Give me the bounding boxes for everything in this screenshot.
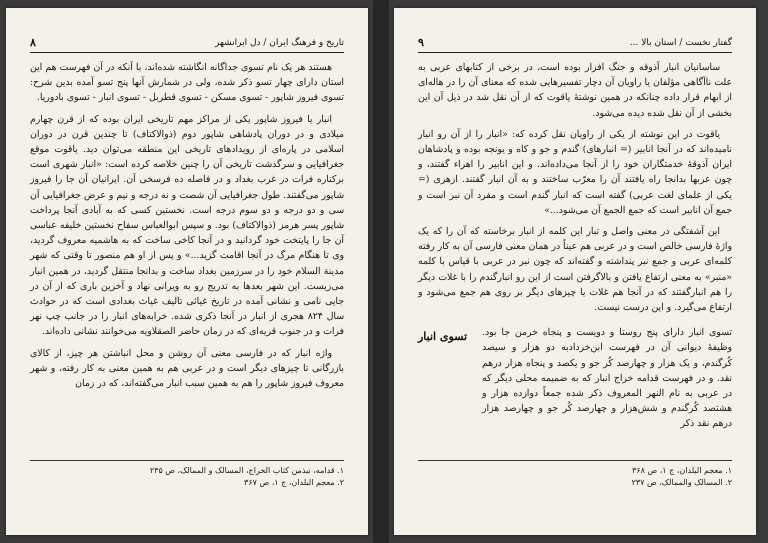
right-running-head xyxy=(418,36,732,53)
section-text: تسوی انبار دارای پنج روستا و دویست و پنجاه خرمن جا بود. وظیفهٔ دیوانی آن در فهرست ابن‌خردادبه دو هزار و سیصد کُرگندم، و یک هزار و چهارصد کُر جو و یکصد و پنجاه هزار درهم نقد. و در فهرست قدامه خراج انبار که به ضمیمه محلی دیگر که در عربی به نام النهر المعروف ذکر شده جمعاً دوازده هزار و هشتصد کُرگندم و شش‌هزار و چهارصد کُر جو و چهارصد هزار درهم نقد ذکر xyxy=(482,327,732,430)
right-footnotes xyxy=(418,460,732,489)
right-paragraph-2: یاقوت در این نوشته از یکی از راویان نقل کرده که: «انبار را از آن رو انبار نامیده‌اند که در آنجا انابیر (= انبارهای) گندم و جو و کاه و یونجه بوده و پادشاهان ایران آذوقهٔ خدمتگاران خود را از آنجا می‌داده‌اند. و این انابیر را اهراء گفتند، و چون عربها بدانجا راه یافتند آن را معرّب ساختند و به آن انبار گفتند. ازهری (= یکی از علمای لغت عربی) گفته است که انبار گندم است و مفرد آن نبر است و جمع آن انابیر است که جمع الجمع آن می‌شود...» xyxy=(418,128,732,216)
section-heading: تسوی انبار xyxy=(418,330,468,344)
left-page xyxy=(6,8,368,535)
right-footnote-2: ۲. المسالک والممالک، ص ۲۳۷ xyxy=(631,478,732,487)
right-footnote-1: ۱. معجم البلدان، ج ۱، ص ۳۶۸ xyxy=(632,466,732,475)
right-page-number: ۹ xyxy=(418,36,424,49)
left-footnote-2: ۲. معجم البلدان، ج ۱، ص ۳۶۷ xyxy=(244,478,344,487)
left-paragraph-1: هستند هر یک نام تسوی جداگانه انگاشته شده‌اند، با آنکه در آن فهرست هم این استان دارای چهار تسو ذکر شده، ولی در شمارش آنها پنج تسو آمده بدین شرح: تسوی فیروز شاپور - تسوی مسکن - تسوی قطربل - تسوی انبار - تسوی بادوریا. xyxy=(30,62,344,104)
left-footnotes xyxy=(30,460,344,489)
right-header-title: گفتار نخست / استان بالا ... xyxy=(629,38,732,48)
left-paragraph-2: انبار یا فیروز شاپور یکی از مراکز مهم تاریخی ایران بوده که از قرن چهارم میلادی و در دوران پادشاهی شاپور دوم (ذوالاکتاف) تا چندین قرن در دوران اسلامی در پاره‌ای از رویدادهای تاریخی این منطقه می‌توان دید. یاقوت موقع جغرافیایی و سرگذشت تاریخی آن را چنین خلاصه کرده است: «انبار شهری است برکناره فرات در غرب بغداد و در فاصله ده فرسخی آن. ایرانیان آن جا را فیروز شاپور می‌گفتند. طول جغرافیایی آن شصت و نه درجه و نیم و عرض جغرافیایی آن سی و دو درجه و دو سوم درجه است. نخستین کسی که به آبادی آنجا پرداخت شاپور پسر هرمز (ذوالاکتاف) بود. و سپس ابوالعباس سفاح نخستین خلیفه عباسی آن جا را پایتخت خود گردانید و در آنجا کاخی ساخت که به هاشمیه معروف گردید، وی تا هنگام مرگ در آنجا اقامت گزید...» و پس از او هم منصور تا وقتی که شهر مدینة السلام خود را در سرزمین بغداد ساخت و بدانجا منتقل گردید، در همین انبار می‌زیست. این شهر بعدها به تدریج رو به ویرانی نهاد و آخرین باری که از آن در جایی نامی و نشانی آمده در تاریخ غیاثی تالیف غیاث بغدادی است که در حوادث سال ۸۲۴ هجری از انبار در آنجا ذکری شده. خرابه‌های انبار را در جانب چپ نهر فرات و در جنوب قریه‌ای که در زمان حاضر الصقلاویه می‌خوانند نشانی داده‌اند. xyxy=(30,113,345,338)
left-running-head xyxy=(30,36,344,53)
left-footnote-1: ۱. قدامه، نبذمن کتاب الخراج، المسالک و الممالک، ص ۲۳۵ xyxy=(149,466,344,475)
right-paragraph-1: ساسانیان انبار آذوقه و جنگ افزار بوده است، در برخی از کتابهای عربی به علت ناآگاهی مؤلفان یا راویان آن دچار تفسیرهایی شده که معنای آن را در هاله‌ای از ابهام قرار داده چنانکه در همین نوشتهٔ یاقوت که از آن نقل شد در ذیل آن این بخشی از آن نقل شده دیده می‌شود. xyxy=(418,62,732,119)
left-body-text xyxy=(30,60,344,391)
left-paragraph-3: واژه انبار که در فارسی معنی آن روشن و محل انباشتن هر چیز، از کالای بازرگانی تا چیزهای دیگر است و در عربی هم به همین معنی به کار رفته، و شهر معروف فیروز شاپور را هم به همین سبب انبار می‌گفته‌اند، که در زمان xyxy=(30,347,344,390)
section-block xyxy=(418,325,732,431)
left-header-title: تاریخ و فرهنگ ایران / دل ایرانشهر xyxy=(215,38,344,48)
book-spine xyxy=(373,0,389,543)
right-body-text xyxy=(418,60,732,432)
right-page xyxy=(394,8,756,535)
left-page-number: ۸ xyxy=(30,36,36,49)
right-paragraph-3: این آشفتگی در معنی واصل و تبار این کلمه از انبار برخاسته که آن را که یک واژهٔ فارسی خالص است و در عربی هم عیناً در همان معنی فارسی آن به کار رفته کلمه‌ای عربی و جمع نبر پنداشته و گفته‌اند که چون نبر در عربی با قیاس با کلمه «منبر» به معنی ارتفاع یافتن و بالاگرفتن است از این رو انبارگندم را با غلات دیگر را هم انبارگفتند که در آنجا هم غلات یا چیزهای دیگر بر روی هم جمع می‌شود و ارتفاع می‌گیرد. و این درست نیست. xyxy=(418,226,732,314)
